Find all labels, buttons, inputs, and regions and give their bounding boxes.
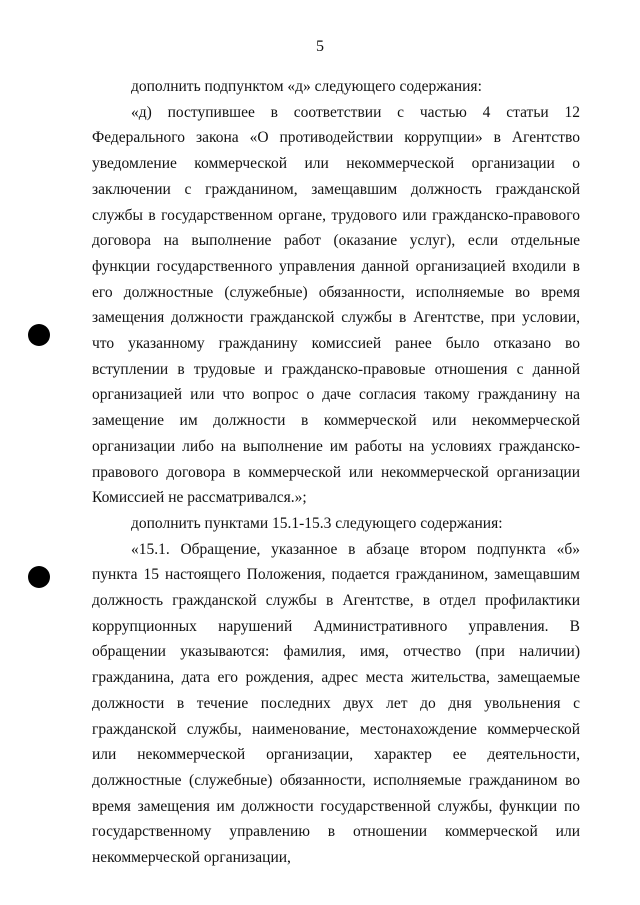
paragraph-subclause-d: «д) поступившее в соответствии с частью 4 статьи 12 Федерального закона «О противодействии коррупции» в Агентство уведомление коммерческой или некоммерческой организации о заключении с гражданином, замещавшим должность гражданской службы в государственном органе, трудового или гражданско-правового договора на выполнение работ (оказание услуг), если отдельные функции государственного управления данной организацией входили в его должностные (служебные) обязанности, исполняемые во время замещения должности гражданской службы в Агентстве, при условии, что указанному гражданину комиссией ранее было отказано во вступлении в трудовые и гражданско-правовые отношения с данной организацией или что вопрос о даче согласия такому гражданину на замещение им должности в коммерческой или некоммерческой организации либо на выполнение им работы на условиях гражданско-правового договора в коммерческой или некоммерческой организации Комиссией не рассматривался.»; <box>92 103 580 507</box>
binder-hole-bottom <box>28 566 50 588</box>
document-body <box>92 74 580 871</box>
page-number: 5 <box>316 38 324 55</box>
binder-hole-top <box>28 324 50 346</box>
paragraph-intro-d: дополнить подпунктом «д» следующего содержания: <box>131 78 482 95</box>
paragraph-intro-15: дополнить пунктами 15.1-15.3 следующего содержания: <box>131 514 503 532</box>
paragraph-clause-15-1: «15.1. Обращение, указанное в абзаце втором подпункта «б» пункта 15 настоящего Положения, подается гражданином, замещавшим должность гражданской службы в Агентстве, в отдел профилактики коррупционных нарушений Административного управления. В обращении указываются: фамилия, имя, отчество (при наличии) гражданина, дата его рождения, адрес места жительства, замещаемые должности в течение последних двух лет до дня увольнения с гражданской службы, наименование, местонахождение коммерческой или некоммерческой организации, характер ее деятельности, должностные (служебные) обязанности, исполняемые гражданином во время замещения им должности государственной службы, функции по государственному управлению в отношении коммерческой или некоммерческой организации, <box>92 540 580 867</box>
